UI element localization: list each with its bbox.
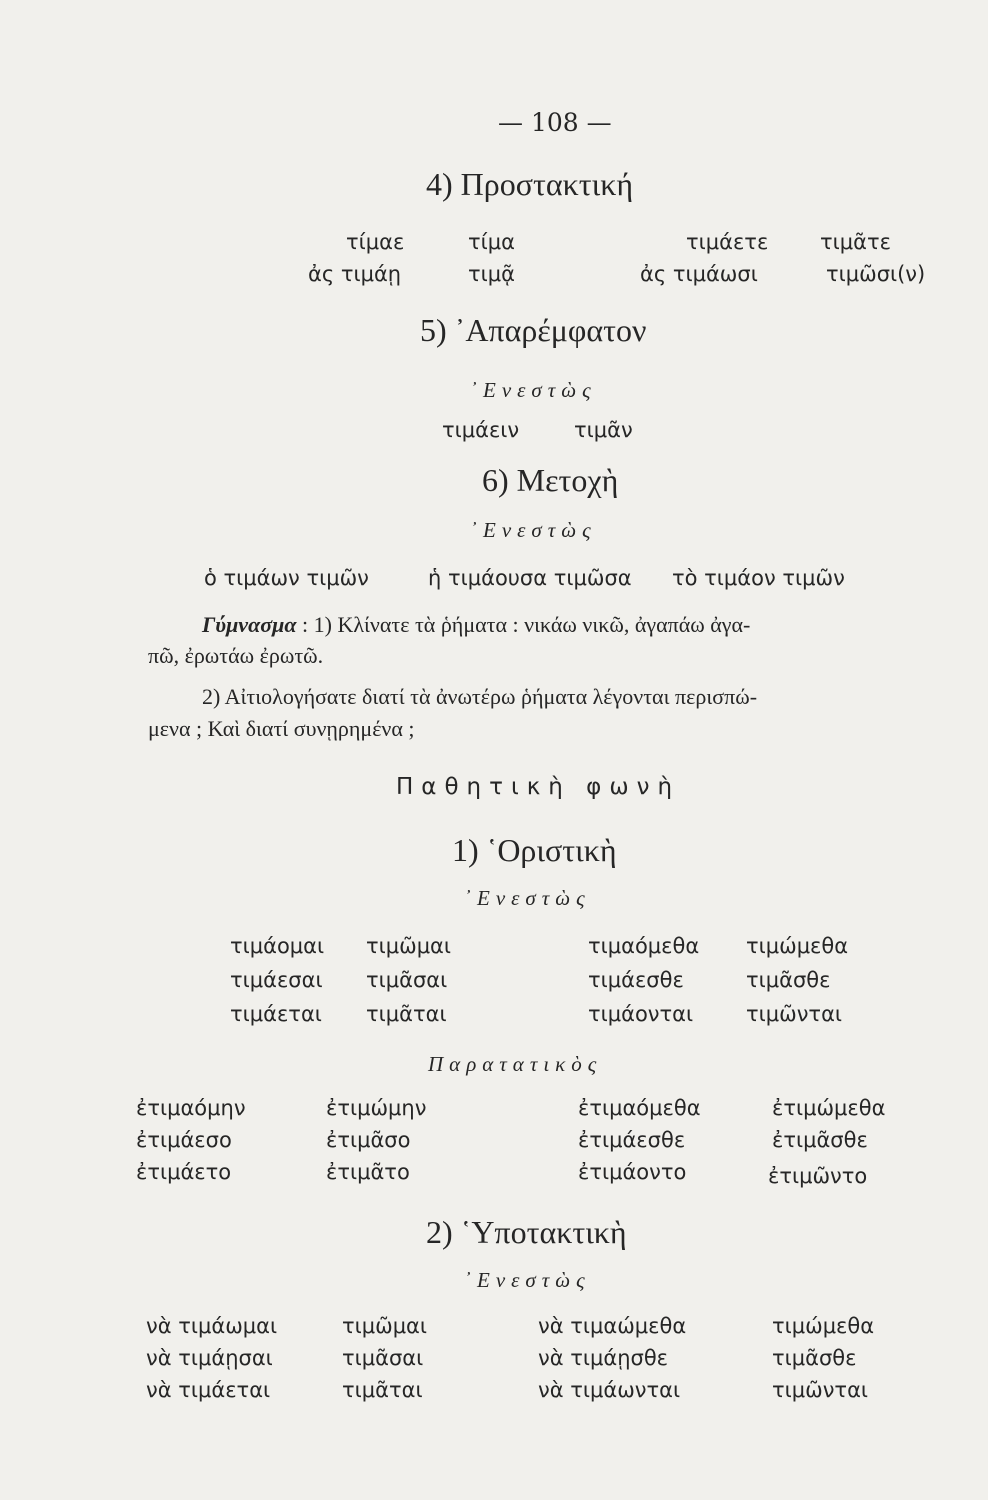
form-cell: νὰ τιμάῃσθε <box>538 1346 669 1370</box>
form-cell: τιμᾷ <box>468 262 515 286</box>
form-cell: ἡ τιμάουσα τιμῶσα <box>428 566 632 590</box>
tense-label: ᾿Ενεστὼς <box>470 518 597 542</box>
form-cell: τιμάετε <box>686 230 769 254</box>
form-cell: νὰ τιμάεται <box>146 1378 271 1402</box>
exercise-line-1 <box>202 612 750 638</box>
form-cell: ἐτιμώμεθα <box>772 1096 886 1120</box>
form-cell: ἐτιμάοντο <box>578 1160 687 1184</box>
form-cell: τιμᾶσαι <box>366 968 448 992</box>
form-cell: τιμῶσι(ν) <box>826 262 926 286</box>
form-cell: τιμάεσαι <box>230 968 323 992</box>
imperative-heading: 4) Προστακτική <box>426 166 634 202</box>
exercise-line-3: 2) Αἰτιολογήσατε διατί τὰ ἀνωτέρω ῥήματα λέγονται περισπώ- <box>202 684 758 709</box>
form-cell: τιμάεται <box>230 1002 322 1026</box>
tense-label: ᾿Ενεστὼς <box>464 1268 591 1292</box>
form-cell: τιμαόμεθα <box>588 934 700 958</box>
exercise-label: Γύμνασμα <box>202 612 297 637</box>
form-cell: τιμᾶτε <box>820 230 891 254</box>
form-cell: τιμᾶται <box>342 1378 423 1402</box>
page-number: — 108 — <box>498 108 612 137</box>
passive-voice-title: Παθητικὴ φωνὴ <box>396 774 681 800</box>
exercise-text: : 1) Κλίνατε τὰ ῥήματα : νικάω νικῶ, ἀγαπάω ἀγα- <box>302 612 751 637</box>
form-cell: τιμάονται <box>588 1002 694 1026</box>
tense-label: Παρατατικὸς <box>428 1052 603 1076</box>
form-cell: νὰ τιμάῃσαι <box>146 1346 273 1370</box>
form-cell: νὰ τιμάωμαι <box>146 1314 278 1338</box>
form-cell: ἐτιμαόμην <box>136 1096 246 1120</box>
form-cell: νὰ τιμάωνται <box>538 1378 681 1402</box>
form-cell: ἐτιμαόμεθα <box>578 1096 701 1120</box>
form-cell: τιμάομαι <box>230 934 325 958</box>
form-cell: τιμᾶσθε <box>772 1346 857 1370</box>
form-cell: τιμώμεθα <box>772 1314 875 1338</box>
form-cell: τιμῶμαι <box>366 934 452 958</box>
form-cell: τιμῶνται <box>746 1002 843 1026</box>
form-cell: τίμα <box>468 230 515 254</box>
form-cell: ἐτιμᾶσο <box>326 1128 411 1152</box>
form-cell: νὰ τιμαώμεθα <box>538 1314 687 1338</box>
exercise-line-2: πῶ, ἐρωτάω ἐρωτῶ. <box>148 643 324 668</box>
exercise-line-4: μενα ; Καὶ διατί συνῃρημένα ; <box>148 716 415 741</box>
form-cell: τίμαε <box>346 230 405 254</box>
form-cell: τιμᾶσαι <box>342 1346 424 1370</box>
infinitive-heading: 5) ᾿Απαρέμφατον <box>420 312 647 348</box>
participle-heading: 6) Μετοχὴ <box>482 462 619 498</box>
form-cell: τιμῶνται <box>772 1378 869 1402</box>
form-cell: ὁ τιμάων τιμῶν <box>204 566 369 590</box>
form-cell: ἐτιμᾶτο <box>326 1160 410 1184</box>
indicative-heading: 1) ῾Οριστικὴ <box>452 832 617 868</box>
form-cell: ἐτιμᾶσθε <box>772 1128 868 1152</box>
form-cell: τὸ τιμάον τιμῶν <box>672 566 845 590</box>
form-cell: ἐτιμῶντο <box>768 1164 868 1188</box>
form-cell: τιμᾶται <box>366 1002 447 1026</box>
form-cell: ἀς τιμάωσι <box>640 262 758 286</box>
form-cell: τιμῶμαι <box>342 1314 428 1338</box>
form-cell: τιμᾶσθε <box>746 968 831 992</box>
form-cell: ἐτιμάεσο <box>136 1128 232 1152</box>
form-cell: ἀς τιμάῃ <box>308 262 402 286</box>
form-cell: ἐτιμώμην <box>326 1096 427 1120</box>
subjunctive-heading: 2) ῾Υποτακτικὴ <box>426 1214 627 1250</box>
tense-label: ᾿Ενεστὼς <box>464 886 591 910</box>
form-cell: τιμάειν <box>442 418 520 442</box>
form-cell: ἐτιμάετο <box>136 1160 232 1184</box>
form-cell: ἐτιμάεσθε <box>578 1128 686 1152</box>
form-cell: τιμάεσθε <box>588 968 684 992</box>
tense-label: ᾿Ενεστὼς <box>470 378 597 402</box>
form-cell: τιμᾶν <box>574 418 633 442</box>
form-cell: τιμώμεθα <box>746 934 849 958</box>
